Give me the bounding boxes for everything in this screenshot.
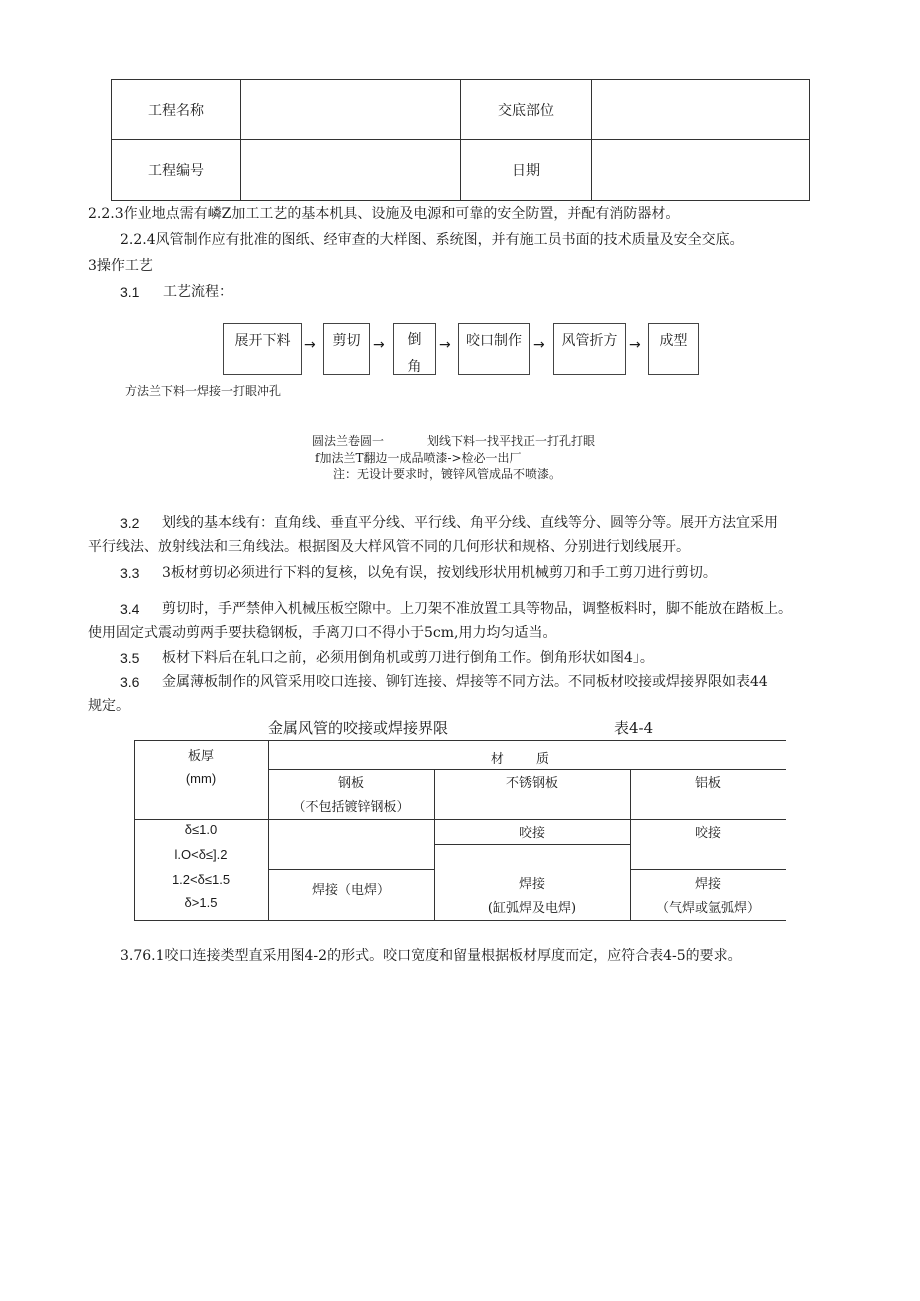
section-3-2-number: 3.2 xyxy=(120,515,140,531)
row-thickness-2: l.O<δ≤].2 xyxy=(174,847,228,862)
section-3-1-number: 3.1 xyxy=(120,284,140,300)
section-3-6-line2: 规定。 xyxy=(88,698,130,714)
cell-stainless-seam: 咬接 xyxy=(518,826,545,841)
material-header: 材 质 xyxy=(490,752,564,767)
col-aluminum: 铝板 xyxy=(694,776,721,791)
table-rule xyxy=(434,844,630,845)
flow-step-fold xyxy=(553,323,626,375)
flow-step-unfold-label: 展开下料 xyxy=(234,333,291,349)
table-rule xyxy=(268,869,434,870)
section-3-4-number: 3.4 xyxy=(120,601,140,617)
cell-steel-weld: 焊接（电焊） xyxy=(311,883,390,898)
thickness-header: 板厚 xyxy=(187,749,214,764)
header-col-divider xyxy=(240,80,241,200)
flow-arrow: → xyxy=(439,337,451,353)
flow-note-square-flange: 方法兰下料一焊接一打眼冲孔 xyxy=(125,384,282,398)
section-3-2-line2: 平行线法、放射线法和三角线法。根据图及大样风管不同的几何形状和规格、分别进行划线展开。 xyxy=(88,539,690,555)
para-2-2-4: 2.2.4风管制作应有批准的图纸、经审查的大样图、系统图，并有施工员书面的技术质量及安全交底。 xyxy=(120,232,744,248)
header-col-divider xyxy=(460,80,461,200)
header-table xyxy=(111,79,810,201)
row-thickness-3: 1.2<δ≤1.5 xyxy=(171,872,231,887)
table-4-4 xyxy=(134,740,786,920)
para-2-2-3: 2.2.3作业地点需有嶙Z加工工艺的基本机具、设施及电源和可靠的安全防置，并配有消防器材。 xyxy=(88,206,680,222)
flow-note-flanging: f加法兰T翻边一成品喷漆->检必一出厂 xyxy=(315,451,522,465)
flow-step-form-label: 成型 xyxy=(659,333,688,349)
date-label: 日期 xyxy=(512,163,540,179)
section-3-4-line2: 使用固定式震动剪两手要扶稳钢板，手离刀口不得小于5cm,用力均匀适当。 xyxy=(88,625,557,641)
row-thickness-4: δ>1.5 xyxy=(184,895,218,910)
section-3-5-number: 3.5 xyxy=(120,650,140,666)
flow-step-seam-label: 咬口制作 xyxy=(466,333,522,349)
cell-aluminum-seam: 咬接 xyxy=(694,826,721,841)
flow-step-chamfer-label-2: 角 xyxy=(407,359,422,375)
flow-note-paint: 注：无设计要求时，镀锌风管成品不喷漆。 xyxy=(333,467,562,481)
table-rule xyxy=(134,819,786,820)
col-steel: 钢板 xyxy=(337,776,364,791)
flow-step-fold-label: 风管折方 xyxy=(561,333,618,349)
flow-step-chamfer xyxy=(393,323,436,375)
section-3-6-number: 3.6 xyxy=(120,674,140,690)
section-3-7-6-1: 3.76.1咬口连接类型直采用图4-2的形式。咬口宽度和留量根据板材厚度而定，应符合表4-5的要求。 xyxy=(120,948,742,964)
thickness-unit: (mm) xyxy=(185,771,217,786)
section-3-3-text: 3板材剪切必须进行下料的复核，以免有误，按划线形状用机械剪刀和手工剪刀进行剪切。 xyxy=(162,565,717,581)
project-number-label: 工程编号 xyxy=(148,163,204,179)
cell-aluminum-weld-note: （气焊或氩弧焊） xyxy=(655,901,760,916)
header-col-divider xyxy=(591,80,592,200)
flow-arrow: → xyxy=(629,337,641,353)
flow-arrow: → xyxy=(304,337,316,353)
section-3-2-line1: 划线的基本线有：直角线、垂直平分线、平行线、角平分线、直线等分、圆等分等。展开方法宜采用 xyxy=(162,515,778,531)
project-name-label: 工程名称 xyxy=(148,103,204,119)
flow-step-chamfer-label-1: 倒 xyxy=(407,332,422,348)
flow-note-round-flange: 圆法兰卷圆一 xyxy=(312,434,385,448)
section-3-1-text: 工艺流程： xyxy=(163,284,233,300)
flow-arrow: → xyxy=(533,337,545,353)
flow-step-seam xyxy=(458,323,530,375)
section-3-4-line1: 剪切时，手严禁伸入机械压板空隙中。上刀架不准放置工具等物品，调整板料时，脚不能放在踏板上。 xyxy=(162,601,792,617)
cell-stainless-weld-note: (缸弧焊及电焊) xyxy=(487,901,577,916)
table-4-4-label: 表4-4 xyxy=(614,719,654,737)
table-rule xyxy=(268,769,786,770)
section-3-3-number: 3.3 xyxy=(120,565,140,581)
section-3-6-line1: 金属薄板制作的风管采用咬口连接、铆钉连接、焊接等不同方法。不同板材咬接或焊接界限如表44 xyxy=(162,674,768,690)
flow-step-form xyxy=(648,323,699,375)
table-4-4-title: 金属风管的咬接或焊接界限 xyxy=(268,719,449,737)
flow-step-unfold xyxy=(223,323,302,375)
handover-part-label: 交底部位 xyxy=(498,103,554,119)
section-3-5-text: 板材下料后在轧口之前，必须用倒角机或剪刀进行倒角工作。倒角形状如图4」。 xyxy=(162,650,654,666)
col-stainless: 不锈钢板 xyxy=(505,776,558,791)
section-3-title: 3操作工艺 xyxy=(88,258,153,274)
table-rule xyxy=(134,740,786,741)
cell-aluminum-weld: 焊接 xyxy=(694,877,721,892)
table-rule xyxy=(630,869,786,870)
table-rule xyxy=(134,920,786,921)
col-steel-note: （不包括镀锌钢板） xyxy=(292,800,410,815)
flow-step-cut xyxy=(323,323,370,375)
flow-arrow: → xyxy=(373,337,385,353)
flow-note-marking: 划线下料一找平找正一打孔打眼 xyxy=(427,434,596,448)
row-thickness-1: δ≤1.0 xyxy=(184,822,218,837)
flow-step-cut-label: 剪切 xyxy=(332,333,361,349)
cell-stainless-weld: 焊接 xyxy=(518,877,545,892)
